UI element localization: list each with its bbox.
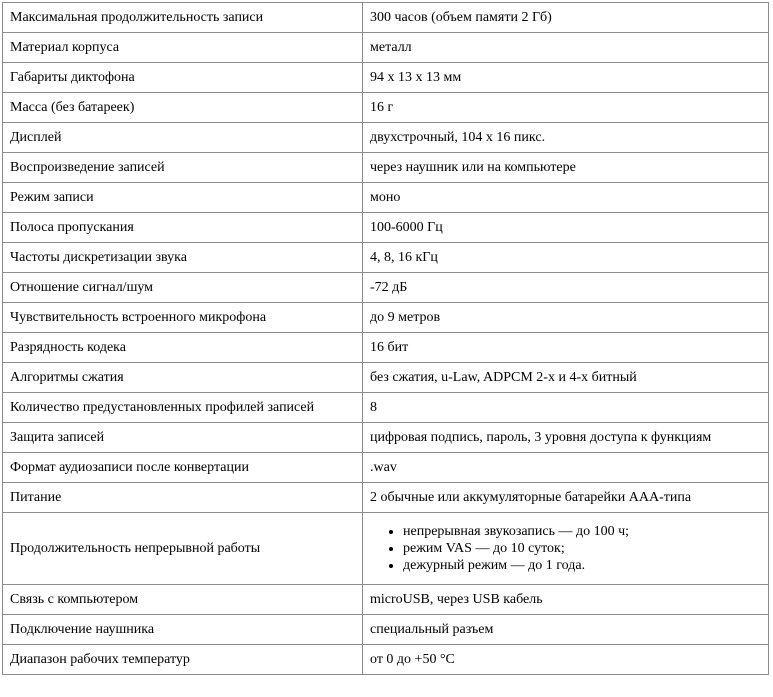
spec-name: Дисплей xyxy=(3,123,363,153)
spec-value: 2 обычные или аккумуляторные батарейки ААА-типа xyxy=(363,483,769,513)
spec-value: до 9 метров xyxy=(363,303,769,333)
table-row xyxy=(3,585,769,615)
table-row xyxy=(3,483,769,513)
spec-value: без сжатия, u-Law, ADPCM 2-х и 4-х битный xyxy=(363,363,769,393)
spec-name: Максимальная продолжительность записи xyxy=(3,3,363,33)
table-row xyxy=(3,333,769,363)
table-row xyxy=(3,393,769,423)
spec-value: -72 дБ xyxy=(363,273,769,303)
spec-name: Питание xyxy=(3,483,363,513)
spec-name: Чувствительность встроенного микрофона xyxy=(3,303,363,333)
spec-name: Воспроизведение записей xyxy=(3,153,363,183)
spec-name: Разрядность кодека xyxy=(3,333,363,363)
table-row xyxy=(3,213,769,243)
spec-name: Алгоритмы сжатия xyxy=(3,363,363,393)
table-row xyxy=(3,645,769,675)
spec-name: Частоты дискретизации звука xyxy=(3,243,363,273)
spec-value-list xyxy=(363,513,769,585)
table-row xyxy=(3,93,769,123)
spec-name: Диапазон рабочих температур xyxy=(3,645,363,675)
specs-table xyxy=(2,2,769,675)
spec-value: специальный разъем xyxy=(363,615,769,645)
spec-value: 100-6000 Гц xyxy=(363,213,769,243)
table-row xyxy=(3,63,769,93)
spec-name: Масса (без батареек) xyxy=(3,93,363,123)
table-row xyxy=(3,423,769,453)
spec-value: двухстрочный, 104 х 16 пикс. xyxy=(363,123,769,153)
spec-name: Количество предустановленных профилей записей xyxy=(3,393,363,423)
spec-name: Отношение сигнал/шум xyxy=(3,273,363,303)
table-row xyxy=(3,513,769,585)
table-row xyxy=(3,303,769,333)
spec-name: Полоса пропускания xyxy=(3,213,363,243)
spec-value: .wav xyxy=(363,453,769,483)
table-row xyxy=(3,243,769,273)
spec-name: Подключение наушника xyxy=(3,615,363,645)
list-item: • режим VAS — до 10 суток; xyxy=(403,540,761,557)
spec-name: Продолжительность непрерывной работы xyxy=(3,513,363,585)
spec-value: 300 часов (объем памяти 2 Гб) xyxy=(363,3,769,33)
spec-value: от 0 до +50 °С xyxy=(363,645,769,675)
table-row xyxy=(3,615,769,645)
spec-name: Связь с компьютером xyxy=(3,585,363,615)
table-row xyxy=(3,183,769,213)
table-row xyxy=(3,153,769,183)
spec-value: 8 xyxy=(363,393,769,423)
list-item: • непрерывная звукозапись — до 100 ч; xyxy=(403,523,761,540)
table-row xyxy=(3,273,769,303)
list-item: • дежурный режим — до 1 года. xyxy=(403,557,761,574)
spec-name: Материал корпуса xyxy=(3,33,363,63)
spec-value: 4, 8, 16 кГц xyxy=(363,243,769,273)
table-row xyxy=(3,33,769,63)
spec-value: через наушник или на компьютере xyxy=(363,153,769,183)
spec-name: Режим записи xyxy=(3,183,363,213)
spec-name: Защита записей xyxy=(3,423,363,453)
spec-value: 16 г xyxy=(363,93,769,123)
spec-name: Формат аудиозаписи после конвертации xyxy=(3,453,363,483)
table-row xyxy=(3,123,769,153)
bullet-list xyxy=(370,523,761,574)
spec-value: цифровая подпись, пароль, 3 уровня доступа к функциям xyxy=(363,423,769,453)
table-row xyxy=(3,453,769,483)
spec-value: 16 бит xyxy=(363,333,769,363)
spec-value: металл xyxy=(363,33,769,63)
table-row xyxy=(3,363,769,393)
spec-name: Габариты диктофона xyxy=(3,63,363,93)
spec-value: 94 х 13 х 13 мм xyxy=(363,63,769,93)
spec-value: моно xyxy=(363,183,769,213)
spec-value: microUSB, через USB кабель xyxy=(363,585,769,615)
table-row xyxy=(3,3,769,33)
